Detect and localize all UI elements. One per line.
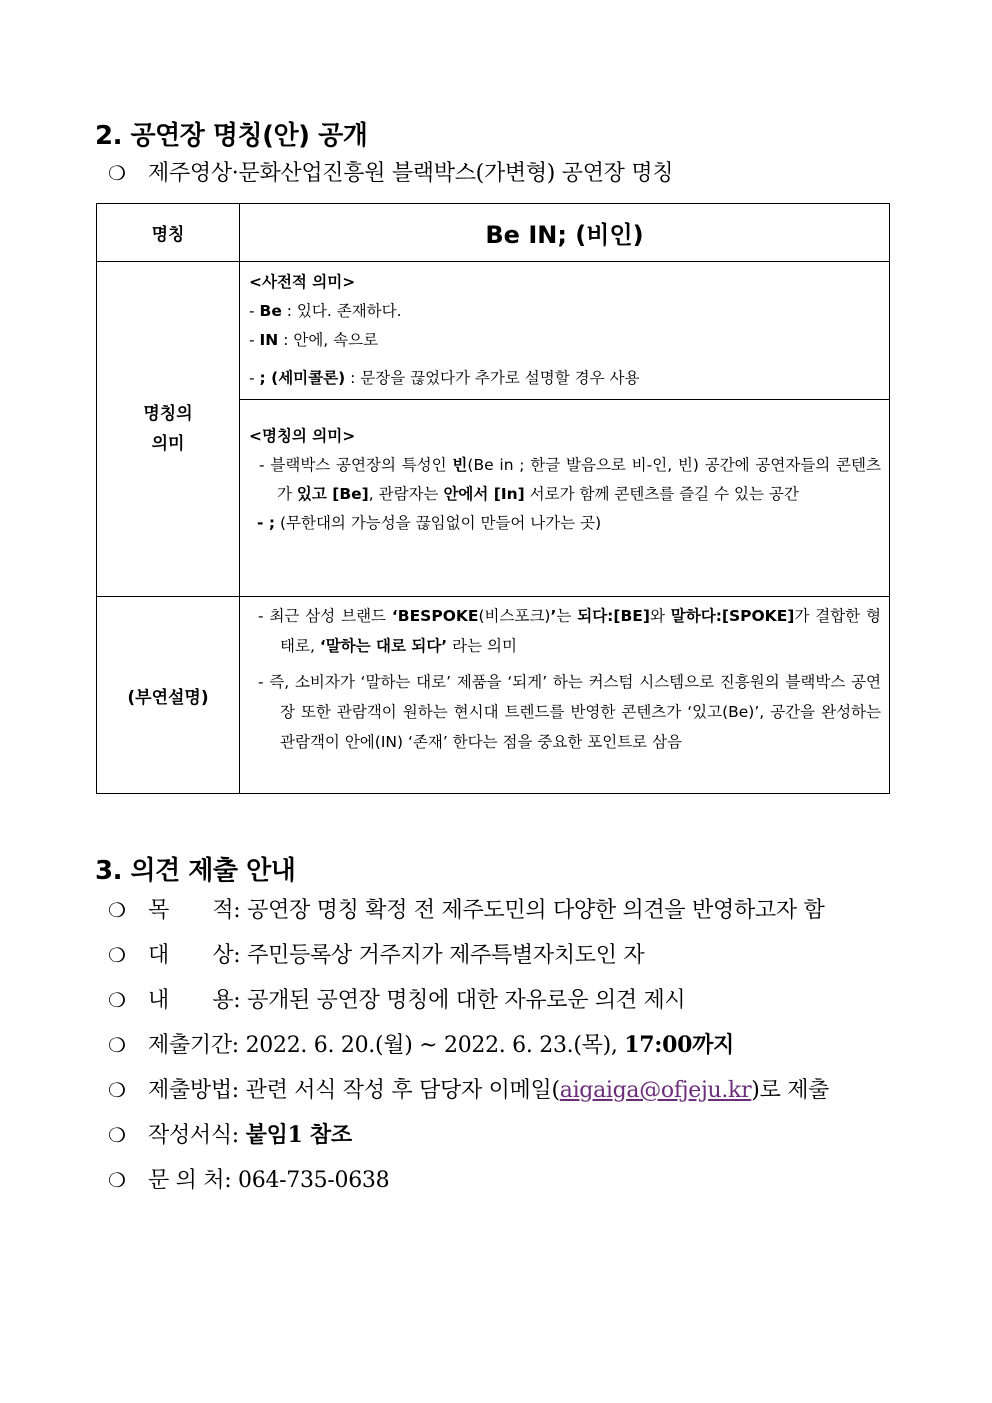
dictionary-heading: <사전적 의미>	[249, 273, 356, 291]
text: 라는 의미	[447, 637, 517, 655]
text: (Be in ; 한글 발음으로 비-인, 빈) 공간에 공연자들의 콘텐츠가	[277, 456, 881, 503]
text: 는	[556, 607, 578, 625]
info-line-purpose	[108, 893, 824, 924]
circle-bullet-icon: ❍	[108, 1033, 126, 1057]
meaning-label-line1: 명칭의	[143, 404, 193, 424]
bold-text: 되다:[BE]	[577, 607, 650, 625]
term: Be	[259, 302, 282, 320]
info-value: 공개된 공연장 명칭에 대한 자유로운 의견 제시	[240, 988, 686, 1013]
dash: -	[249, 369, 260, 387]
table-row	[97, 262, 890, 400]
info-value: 2022. 6. 20.(월) ~ 2022. 6. 23.(목),	[238, 1033, 625, 1058]
info-value: 공연장 명칭 확정 전 제주도민의 다양한 의견을 반영하고자 함	[240, 898, 825, 923]
bold-text: 말하다:[SPOKE]	[670, 607, 795, 625]
info-line-period	[108, 1028, 734, 1059]
section3-heading: 3. 의견 제출 안내	[95, 856, 296, 886]
meaning-label-line2: 의미	[151, 434, 185, 454]
term: ; (세미콜론)	[259, 369, 346, 387]
email-link[interactable]: aigaiga@ofjeju.kr	[559, 1078, 752, 1103]
info-label: 제출기간:	[148, 1033, 239, 1058]
text: (무한대의 가능성을 끊임없이 만들어 나가는 곳)	[275, 514, 602, 532]
info-label: 문 의 처:	[148, 1168, 232, 1193]
list-item	[249, 451, 881, 509]
info-label: 목 적:	[148, 898, 241, 923]
name-label: 명칭	[97, 204, 240, 262]
bold-text: ‘BESPOKE	[391, 607, 479, 625]
dictionary-meaning-cell	[240, 262, 890, 400]
deadline-time: 17:00까지	[624, 1032, 735, 1058]
text: - 블랙박스 공연장의 특성인	[259, 456, 453, 474]
list-item	[249, 364, 881, 393]
table-row	[97, 597, 890, 794]
list-item	[249, 601, 881, 661]
info-label: 내 용:	[148, 988, 241, 1013]
circle-bullet-icon: ❍	[108, 1078, 126, 1102]
info-value: 064-735-0638	[231, 1168, 390, 1193]
meaning-label	[97, 262, 240, 597]
naming-meaning-cell	[240, 400, 890, 597]
info-line-target	[108, 938, 644, 969]
list-item	[249, 326, 881, 355]
bold-text: 안에서 [In]	[443, 485, 525, 503]
info-line-form	[108, 1118, 352, 1149]
extra-explanation-cell	[240, 597, 890, 794]
text: - 최근 삼성 브랜드	[258, 607, 392, 625]
info-line-content	[108, 983, 685, 1014]
info-label: 대 상:	[148, 943, 241, 968]
info-line-method	[108, 1073, 829, 1104]
info-label: 제출방법:	[148, 1078, 239, 1103]
text: 서로가 함께 콘텐츠를 즐길 수 있는 공간	[524, 485, 799, 503]
info-value-after: )로 제출	[751, 1078, 830, 1103]
circle-bullet-icon: ❍	[108, 898, 126, 922]
list-item	[249, 509, 881, 538]
attachment-ref: 붙임1 참조	[245, 1122, 352, 1148]
naming-heading: <명칭의 의미>	[249, 427, 356, 445]
intro-text: 제주영상·문화산업진흥원 블랙박스(가변형) 공연장 명칭	[148, 161, 674, 186]
term-desc: : 있다. 존재하다.	[281, 302, 402, 320]
section2-heading: 2. 공연장 명칭(안) 공개	[95, 121, 368, 151]
term-desc: : 문장을 끊었다가 추가로 설명할 경우 사용	[345, 369, 640, 387]
bold-text: - ;	[257, 514, 276, 532]
bold-text: ‘말하는 대로 되다’	[319, 637, 448, 655]
list-item: - 즉, 소비자가 ‘말하는 대로’ 제품을 ‘되게’ 하는 커스텀 시스템으로 진흥원의 블랙박스 공연장 또한 관람객이 원하는 현시대 트렌드를 반영한 콘텐츠가 ‘있고(Be)’, 공간을 완성하는 관람객이 안에(IN) ‘존재’ 한다는 점을 중요한 포인트로 삼음	[258, 673, 881, 751]
table-row	[97, 204, 890, 262]
term-desc: : 안에, 속으로	[278, 331, 379, 349]
text: (비스포크)	[478, 607, 551, 625]
circle-bullet-icon: ❍	[108, 161, 126, 185]
dash: -	[249, 331, 260, 349]
info-line-contact	[108, 1163, 389, 1194]
term: IN	[259, 331, 279, 349]
info-label: 작성서식:	[148, 1123, 239, 1148]
info-value	[239, 1123, 246, 1148]
circle-bullet-icon: ❍	[108, 1123, 126, 1147]
dash: -	[249, 302, 260, 320]
bold-text: 빈	[452, 456, 468, 474]
naming-table	[96, 203, 890, 794]
circle-bullet-icon: ❍	[108, 943, 126, 967]
bold-text: 있고 [Be]	[296, 485, 369, 503]
extra-label: (부연설명)	[97, 597, 240, 794]
info-value: 관련 서식 작성 후 담당자 이메일(	[238, 1078, 560, 1103]
text: 와	[649, 607, 671, 625]
bold-text: ’	[550, 607, 557, 625]
circle-bullet-icon: ❍	[108, 988, 126, 1012]
text: , 관람자는	[368, 485, 444, 503]
text: 가 결합한 형태로,	[280, 607, 881, 655]
list-item	[249, 297, 881, 326]
info-value: 주민등록상 거주지가 제주특별자치도인 자	[240, 943, 645, 968]
circle-bullet-icon: ❍	[108, 1168, 126, 1192]
section2-intro	[108, 156, 673, 187]
name-value: Be IN; (비인)	[240, 204, 890, 262]
